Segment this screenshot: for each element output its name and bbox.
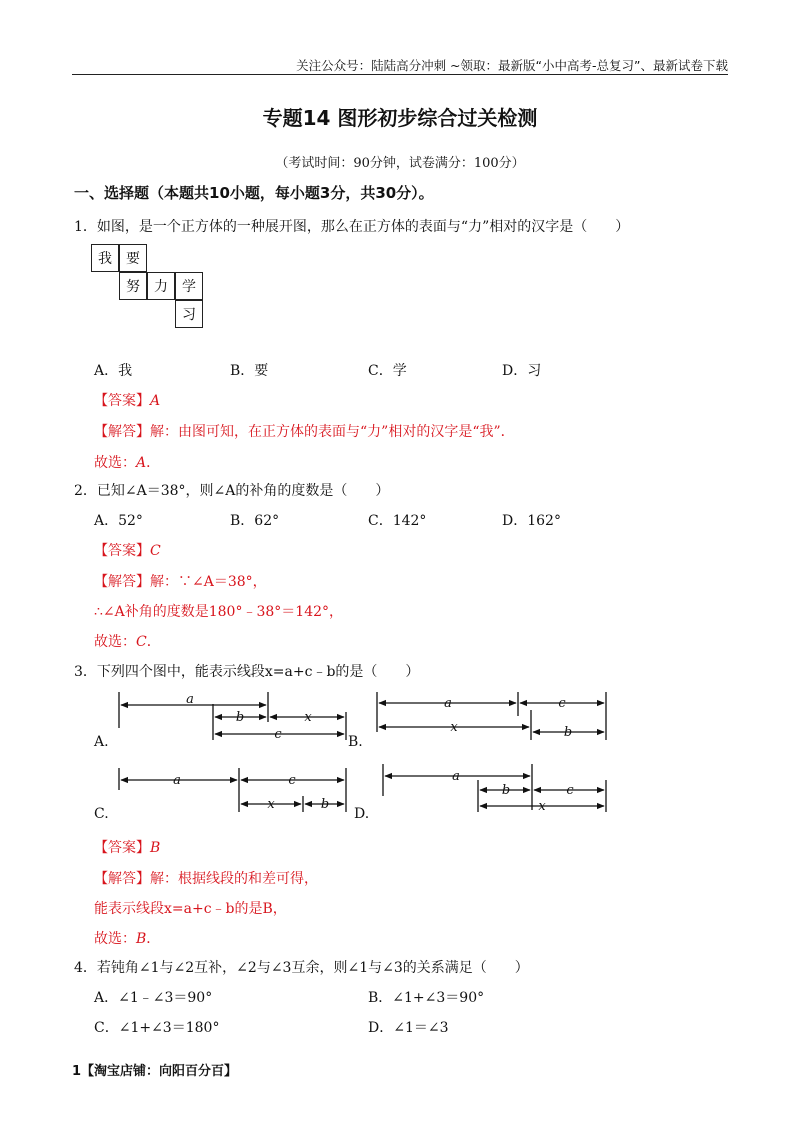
- label-c: c: [274, 727, 282, 742]
- label-b: b: [501, 783, 511, 798]
- label-x: x: [267, 797, 275, 812]
- choose-prefix: 故选：: [94, 634, 136, 650]
- q3-solution-line2: 能表示线段x=a+c﹣b的是B，: [94, 901, 287, 917]
- q3-answer: [94, 837, 160, 857]
- option-b: B．62°: [230, 513, 280, 529]
- answer-value: A: [150, 393, 161, 409]
- choose-prefix: 故选：: [94, 931, 136, 947]
- solution-tag: 【解答】: [94, 871, 150, 887]
- label-a-text: a: [186, 692, 194, 707]
- option-a-letter: A.: [94, 734, 109, 750]
- label-a: a: [444, 696, 452, 711]
- option-d: D．∠1＝∠3: [368, 1020, 449, 1036]
- q2-stem: 2．已知∠A＝38°，则∠A的补角的度数是（ ）: [74, 483, 390, 499]
- option-a: A．∠1﹣∠3＝90°: [94, 990, 213, 1006]
- option-d: D．习: [502, 363, 542, 379]
- solution-tag: 【解答】: [94, 574, 150, 590]
- option-c: C．142°: [368, 513, 427, 529]
- net-cell: 习: [175, 300, 203, 328]
- exam-info: （考试时间：90分钟，试卷满分：100分）: [275, 156, 525, 171]
- option-b-letter: B.: [348, 734, 363, 750]
- option-a: A．我: [94, 363, 133, 379]
- choose-value: A: [136, 455, 147, 471]
- solution-tag: 【解答】: [94, 424, 150, 440]
- option-a: A．52°: [94, 513, 143, 529]
- solution-text: 解：根据线段的和差可得，: [150, 871, 318, 887]
- solution-text: 解：∵∠A＝38°，: [150, 574, 267, 590]
- label-c: c: [288, 773, 296, 788]
- choose-suffix: ．: [146, 931, 161, 947]
- choose-suffix: ．: [146, 455, 161, 471]
- label-a: a: [452, 769, 460, 784]
- page-title: 专题14 图形初步综合过关检测: [262, 106, 538, 130]
- label-a: [186, 692, 194, 707]
- answer-value: B: [150, 840, 161, 856]
- label-b: b: [320, 797, 330, 812]
- q2-solution-line2: ∴∠A补角的度数是180°﹣38°＝142°，: [94, 604, 344, 620]
- net-cell: 力: [147, 272, 175, 300]
- q4-stem: 4．若钝角∠1与∠2互补，∠2与∠3互余，则∠1与∠3的关系满足（ ）: [74, 960, 529, 976]
- option-c-letter: C.: [94, 806, 109, 822]
- option-c: C．∠1+∠3＝180°: [94, 1020, 220, 1036]
- answer-tag: 【答案】: [94, 840, 150, 856]
- answer-tag: 【答案】: [94, 393, 150, 409]
- page-footer: 1【淘宝店铺：向阳百分百】: [72, 1064, 238, 1079]
- choose-prefix: 故选：: [94, 455, 136, 471]
- option-d: D．162°: [502, 513, 561, 529]
- q3-stem: 3．下列四个图中，能表示线段x=a+c﹣b的是（ ）: [74, 664, 420, 680]
- answer-tag: 【答案】: [94, 543, 150, 559]
- option-d-letter: D.: [354, 806, 370, 822]
- net-cell: 学: [175, 272, 203, 300]
- choose-suffix: ．: [146, 634, 161, 650]
- section-heading: 一、选择题（本题共10小题，每小题3分，共30分）。: [74, 184, 434, 202]
- net-cell: 我: [91, 244, 119, 272]
- net-cell: 要: [119, 244, 147, 272]
- choose-value: C: [136, 634, 147, 650]
- diagram-a: [119, 692, 346, 740]
- option-c: C．学: [368, 363, 407, 379]
- answer-value: C: [150, 543, 161, 559]
- option-b: B．要: [230, 363, 269, 379]
- label-a: a: [173, 773, 181, 788]
- q1-stem: 1．如图，是一个正方体的一种展开图，那么在正方体的表面与“力”相对的汉字是（ ）: [74, 219, 630, 235]
- solution-text: 解：由图可知，在正方体的表面与“力”相对的汉字是“我”．: [150, 424, 515, 440]
- label-b: b: [235, 710, 245, 725]
- label-c: c: [566, 783, 574, 798]
- q3-choose: [94, 928, 160, 948]
- label-b: b: [563, 725, 573, 740]
- page-header: 关注公众号：陆陆高分冲刺 ~领取：最新版“小中高考-总复习”、最新试卷下载: [296, 58, 728, 73]
- label-c: c: [558, 696, 566, 711]
- label-x: x: [450, 720, 458, 735]
- choose-value: B: [136, 931, 147, 947]
- net-cell: 努: [119, 272, 147, 300]
- option-b: B．∠1+∠3＝90°: [368, 990, 485, 1006]
- q3-solution: [94, 868, 318, 888]
- label-x: x: [304, 710, 312, 725]
- label-x: x: [538, 799, 546, 814]
- diagram-c: [119, 768, 346, 812]
